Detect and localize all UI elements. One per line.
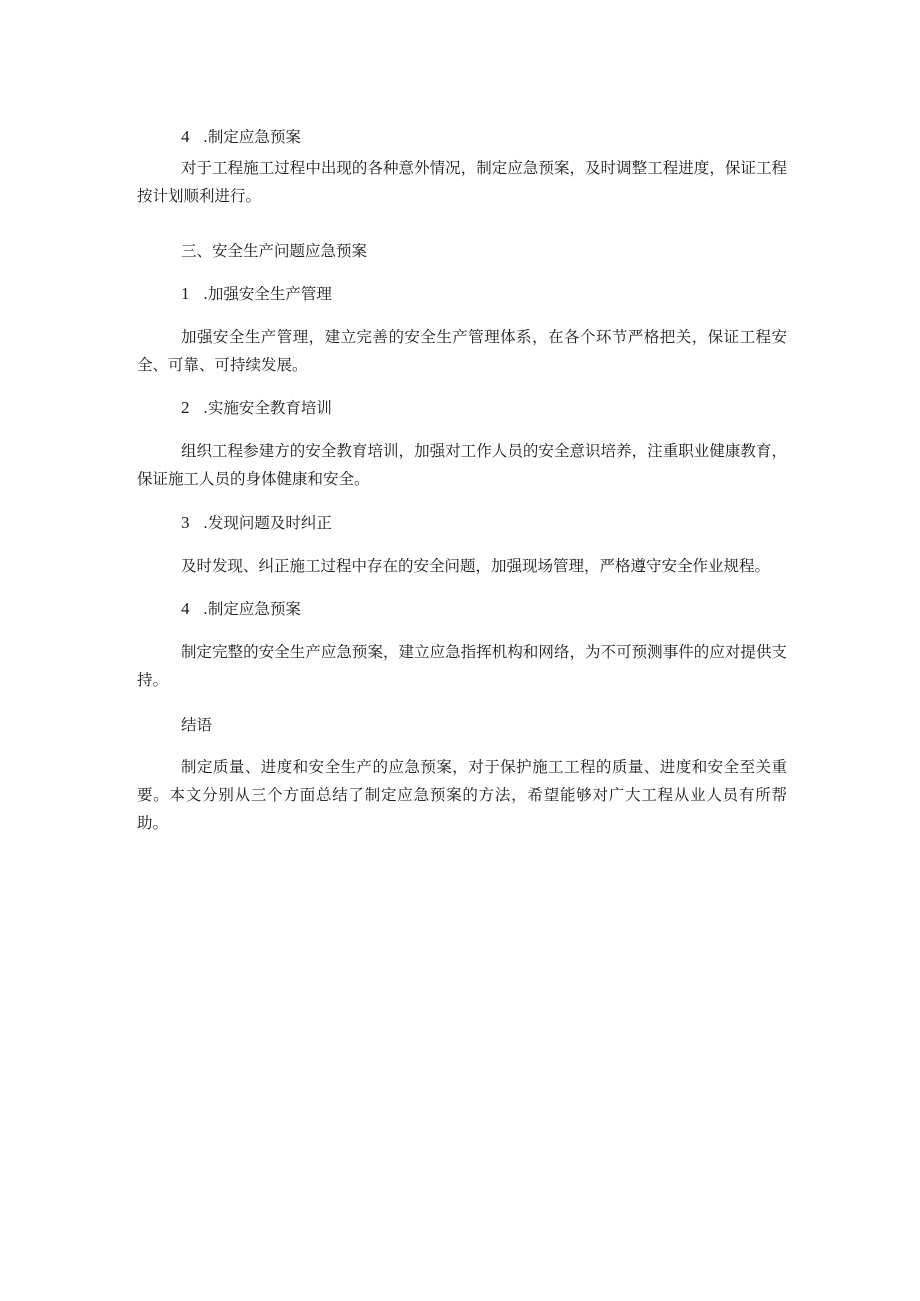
item-title: .实施安全教育培训: [203, 399, 332, 417]
paragraph: 制定完整的安全生产应急预案，建立应急指挥机构和网络，为不可预测事件的应对提供支持。: [137, 643, 787, 689]
item-number: 3: [181, 513, 190, 532]
item-number: 4: [181, 599, 190, 618]
item-title: .加强安全生产管理: [203, 285, 332, 303]
paragraph: 及时发现、纠正施工过程中存在的安全问题，加强现场管理，严格遵守安全作业规程。: [181, 557, 771, 575]
item-title: .发现问题及时纠正: [203, 514, 332, 532]
paragraph: 制定质量、进度和安全生产的应急预案，对于保护施工工程的质量、进度和安全至关重要。本文分别从三个方面总结了制定应急预案的方法，希望能够对广大工程从业人员有所帮助。: [137, 758, 787, 832]
item-heading: [181, 127, 301, 147]
paragraph: 对于工程施工过程中出现的各种意外情况，制定应急预案，及时调整工程进度，保证工程按计划顺利进行。: [137, 159, 787, 205]
item-number: 1: [181, 284, 190, 303]
item-number: 4: [181, 127, 190, 146]
item-title: .制定应急预案: [203, 128, 301, 146]
item-heading: [181, 513, 332, 533]
section-heading: 三、安全生产问题应急预案: [181, 242, 368, 260]
item-heading: [181, 284, 332, 304]
paragraph: 组织工程参建方的安全教育培训，加强对工作人员的安全意识培养，注重职业健康教育，保证施工人员的身体健康和安全。: [137, 442, 787, 488]
paragraph: 加强安全生产管理，建立完善的安全生产管理体系，在各个环节严格把关，保证工程安全、可靠、可持续发展。: [137, 328, 787, 374]
item-heading: [181, 599, 301, 619]
item-number: 2: [181, 398, 190, 417]
item-heading: [181, 398, 332, 418]
item-title: .制定应急预案: [203, 600, 301, 618]
section-heading: 结语: [181, 716, 213, 734]
